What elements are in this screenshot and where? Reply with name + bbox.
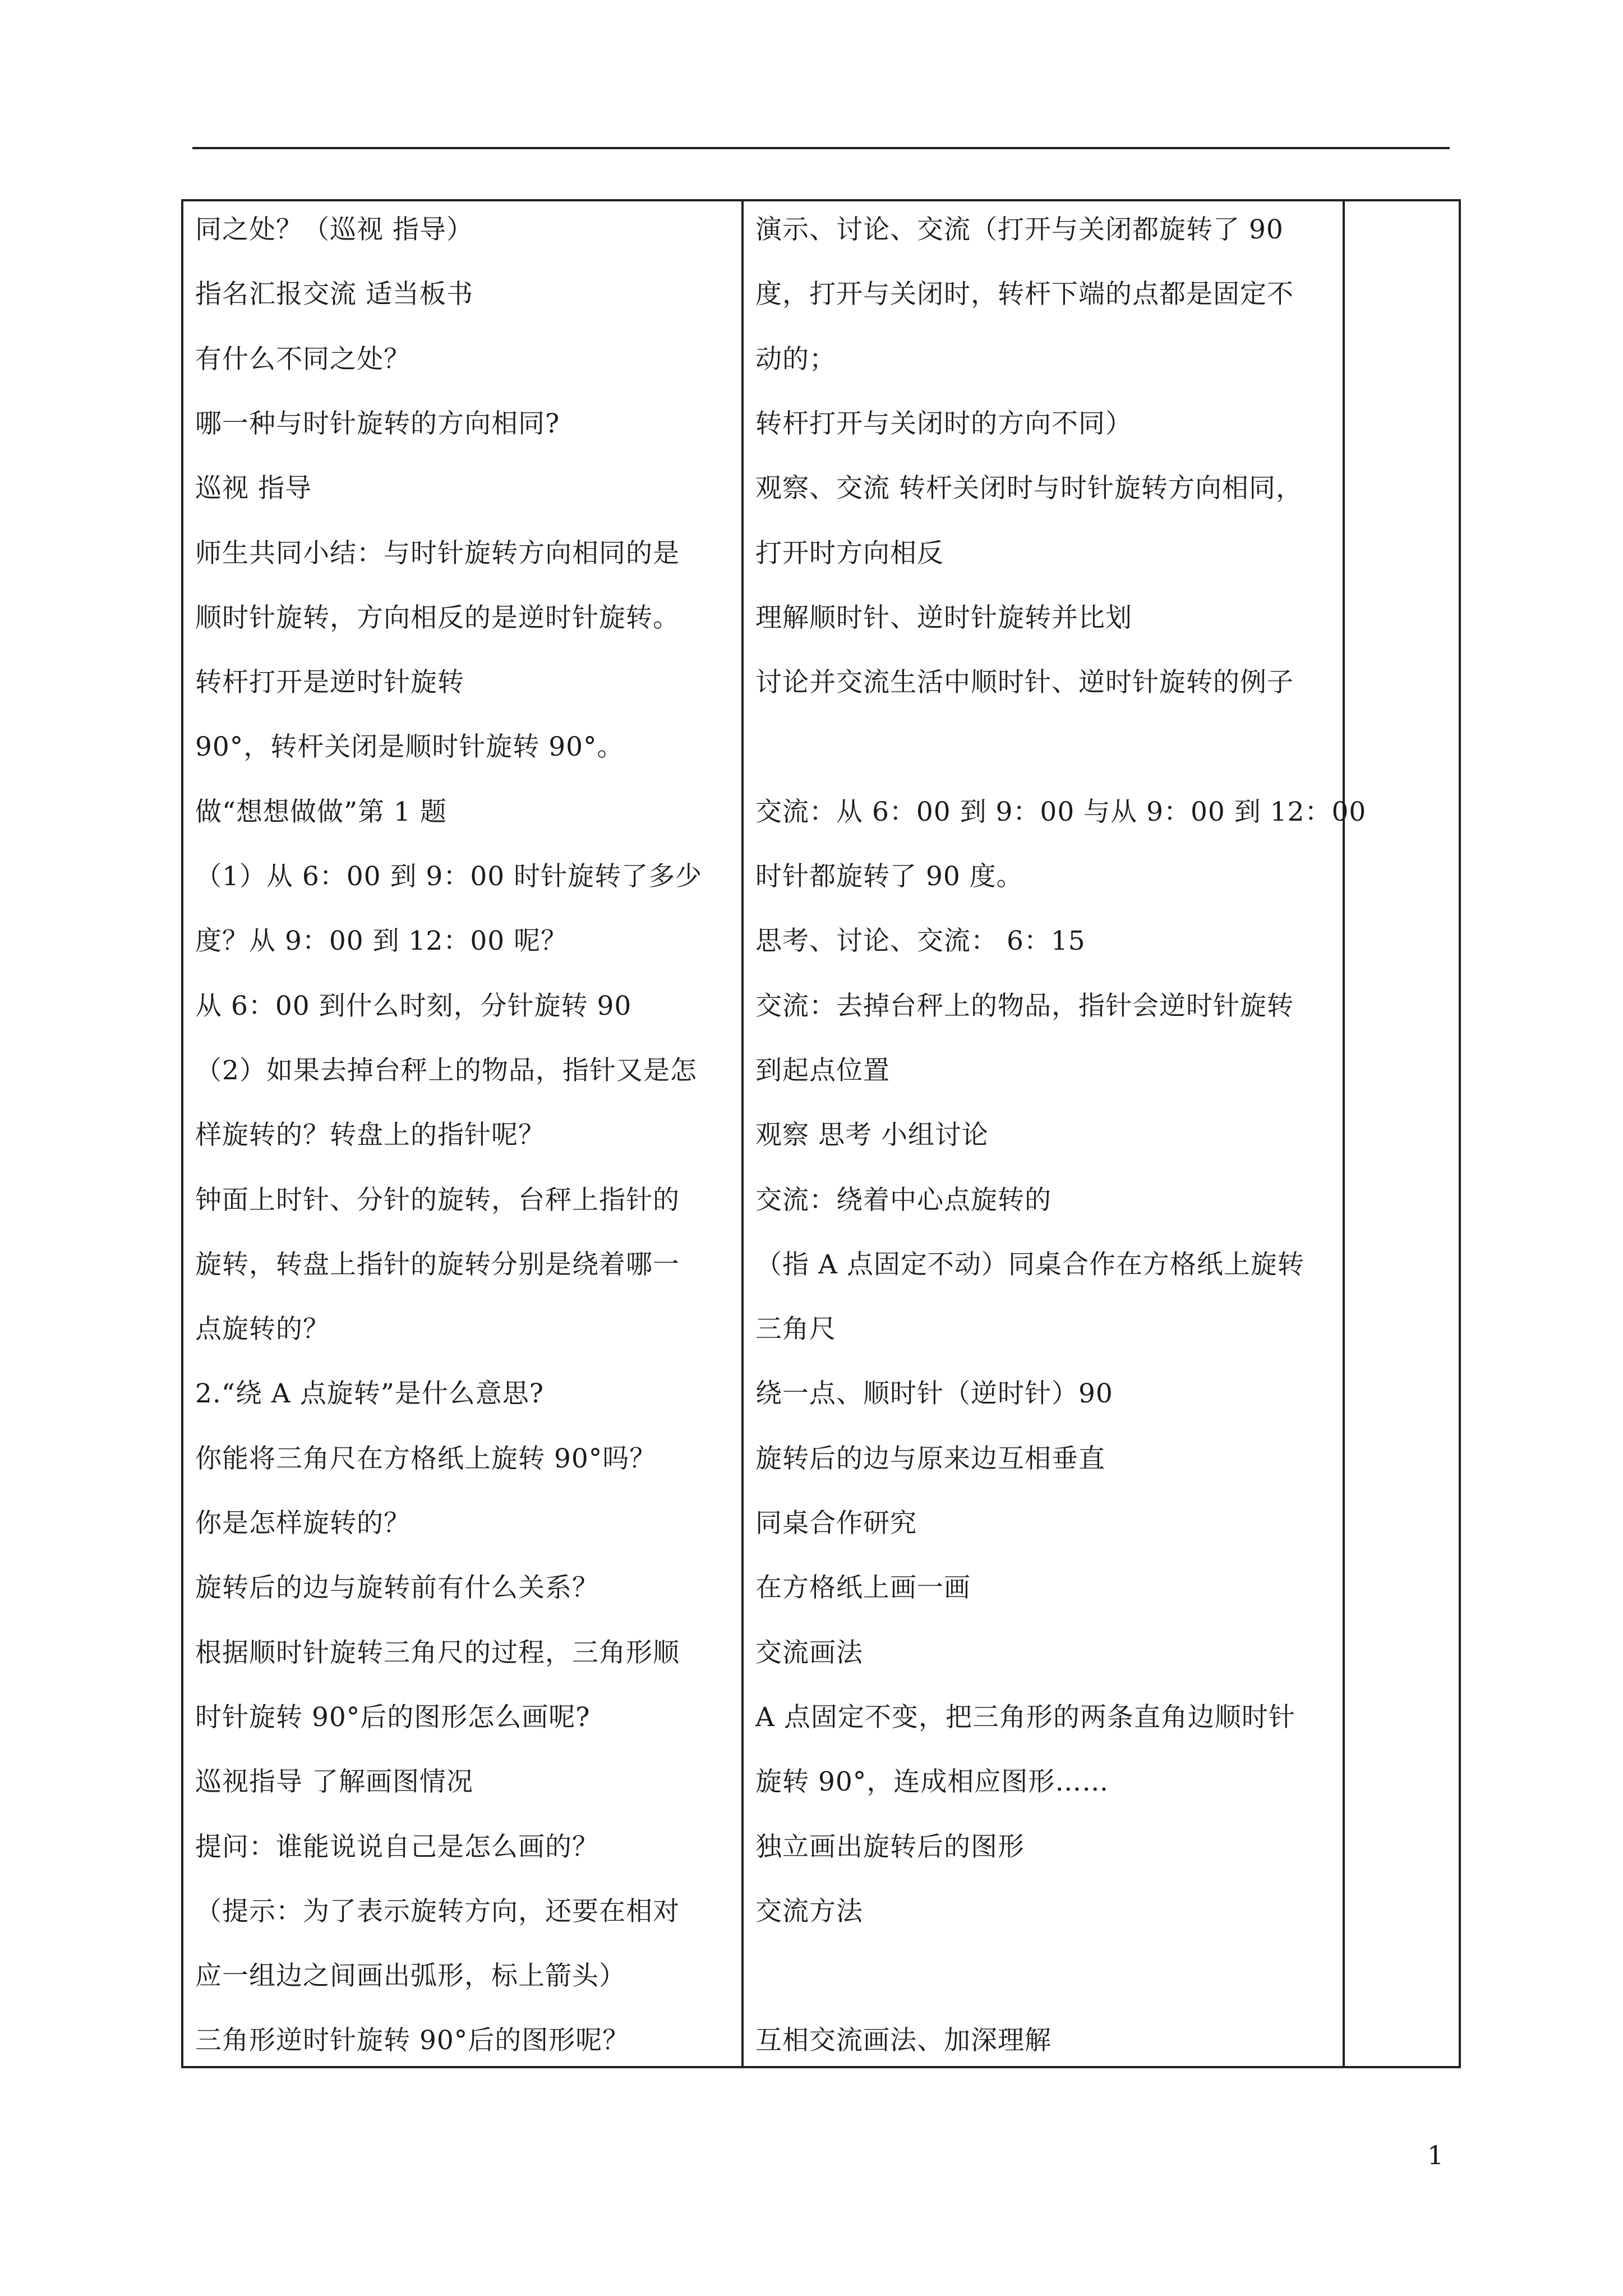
teacher-line: （1）从 6：00 到 9：00 时针旋转了多少	[195, 861, 703, 892]
teacher-line: 你能将三角尺在方格纸上旋转 90°吗？	[195, 1443, 657, 1474]
teacher-line: 旋转，转盘上指针的旋转分别是绕着哪一	[195, 1249, 680, 1280]
student-line: 时针都旋转了 90 度。	[755, 861, 1023, 892]
student-line: 交流：去掉台秤上的物品，指针会逆时针旋转	[755, 990, 1294, 1022]
student-line: 打开时方向相反	[755, 537, 944, 569]
teacher-line: 顺时针旋转，方向相反的是逆时针旋转。	[195, 602, 680, 633]
teacher-line: 转杆打开是逆时针旋转	[195, 667, 464, 698]
teacher-line: 师生共同小结：与时针旋转方向相同的是	[195, 537, 680, 569]
teacher-line: 从 6：00 到什么时刻，分针旋转 90	[195, 990, 632, 1022]
teacher-line: 样旋转的？转盘上的指针呢？	[195, 1120, 545, 1151]
teacher-line: 你是怎样旋转的？	[195, 1508, 411, 1539]
teacher-line: 钟面上时针、分针的旋转，台秤上指针的	[195, 1184, 680, 1216]
student-line: 交流：绕着中心点旋转的	[755, 1184, 1052, 1216]
teacher-line: 三角形逆时针旋转 90°后的图形呢？	[195, 2025, 630, 2056]
teacher-line: 2.“绕 A 点旋转”是什么意思?	[195, 1378, 544, 1410]
teacher-line: 旋转后的边与旋转前有什么关系？	[195, 1572, 599, 1604]
teacher-line: 根据顺时针旋转三角尺的过程，三角形顺	[195, 1637, 680, 1668]
teacher-line: 时针旋转 90°后的图形怎么画呢?	[195, 1701, 591, 1733]
student-line: 观察、交流 转杆关闭时与时针旋转方向相同，	[755, 473, 1303, 504]
student-line: 讨论并交流生活中顺时针、逆时针旋转的例子	[755, 667, 1294, 698]
teacher-line: 90°，转杆关闭是顺时针旋转 90°。	[195, 731, 624, 763]
teacher-line: 巡视 指导	[195, 473, 312, 504]
teacher-line: （2）如果去掉台秤上的物品，指针又是怎	[195, 1055, 697, 1086]
student-line: 度，打开与关闭时，转杆下端的点都是固定不	[755, 279, 1294, 310]
student-line: 绕一点、顺时针（逆时针）90	[755, 1378, 1113, 1410]
student-line: 交流：从 6：00 到 9：00 与从 9：00 到 12：00	[755, 796, 1367, 827]
teacher-line: 同之处？（巡视 指导）	[195, 214, 473, 245]
teacher-line: 有什么不同之处？	[195, 343, 411, 375]
student-line: 到起点位置	[755, 1055, 890, 1086]
student-line: 同桌合作研究	[755, 1508, 917, 1539]
teacher-line: 指名汇报交流 适当板书	[195, 279, 473, 310]
student-line: 交流画法	[755, 1637, 863, 1668]
student-line: 理解顺时针、逆时针旋转并比划	[755, 602, 1132, 633]
student-line: 独立画出旋转后的图形	[755, 1831, 1025, 1862]
teacher-line: 度？从 9：00 到 12：00 呢？	[195, 926, 568, 957]
student-line: 旋转后的边与原来边互相垂直	[755, 1443, 1105, 1474]
student-line: 旋转 90°，连成相应图形……	[755, 1766, 1109, 1798]
column-divider-1	[741, 199, 744, 2068]
student-line: 交流方法	[755, 1895, 863, 1927]
teacher-line: 应一组边之间画出弧形，标上箭头）	[195, 1961, 626, 1992]
student-line: 动的；	[755, 343, 836, 375]
student-line: 观察 思考 小组讨论	[755, 1120, 989, 1151]
student-line: 演示、讨论、交流（打开与关闭都旋转了 90	[755, 214, 1284, 245]
student-line: A 点固定不变，把三角形的两条直角边顺时针	[755, 1701, 1295, 1733]
teacher-line: 巡视指导 了解画图情况	[195, 1766, 473, 1798]
header-rule	[192, 147, 1450, 149]
teacher-line: 提问：谁能说说自己是怎么画的？	[195, 1831, 599, 1862]
student-line: 在方格纸上画一画	[755, 1572, 971, 1604]
page-number: 1	[1427, 2140, 1444, 2170]
student-line: 思考、讨论、交流： 6：15	[755, 926, 1086, 957]
student-line: （指 A 点固定不动）同桌合作在方格纸上旋转	[755, 1249, 1304, 1280]
student-line: 转杆打开与关闭时的方向不同）	[755, 408, 1132, 439]
teacher-line: 做“想想做做”第 1 题	[195, 796, 447, 827]
teacher-line: （提示：为了表示旋转方向，还要在相对	[195, 1895, 680, 1927]
teacher-line: 点旋转的？	[195, 1314, 330, 1345]
teacher-line: 哪一种与时针旋转的方向相同?	[195, 408, 560, 439]
student-line: 互相交流画法、加深理解	[755, 2025, 1052, 2056]
column-divider-2	[1343, 199, 1345, 2068]
student-line: 三角尺	[755, 1314, 836, 1345]
